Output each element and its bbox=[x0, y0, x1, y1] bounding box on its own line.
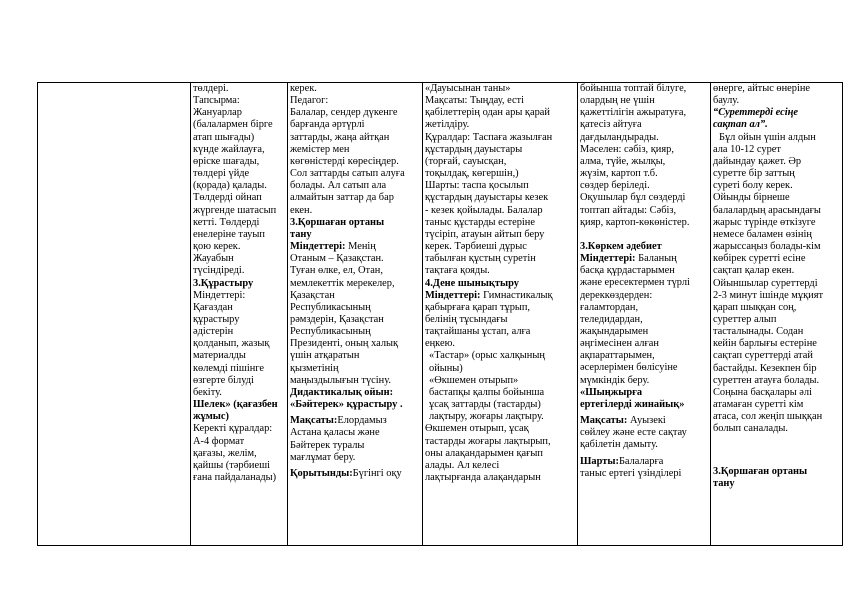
text-line: Президенті, оның халық bbox=[290, 338, 399, 350]
text-line: Туған өлке, ел, Отан, bbox=[290, 265, 383, 277]
text-line: Құралдар: Таспаға жазылған bbox=[425, 131, 553, 143]
text-line: қабілеттерің одан ары қарай bbox=[425, 107, 550, 119]
text-line: көгөністерді көресіңдер. bbox=[290, 155, 399, 167]
text-line: Мақсаты: Тыңдау, есті bbox=[425, 95, 524, 107]
label-bold: Мақсаты: bbox=[290, 415, 338, 427]
text-line bbox=[290, 468, 420, 480]
text-line: құрастыру bbox=[193, 313, 240, 325]
text-line: тоқылдақ, көгершін,) bbox=[425, 168, 519, 180]
text-line: әдістерін bbox=[193, 326, 234, 338]
text-line: Отаным – Қазақстан. bbox=[290, 253, 384, 265]
text-line: ғаламтордан, bbox=[580, 301, 639, 313]
inline-text: Баланың bbox=[638, 253, 677, 265]
text-line: ғана пайдаланады) bbox=[193, 472, 277, 483]
text-line: қабырғаға қарап тұрып, bbox=[425, 301, 531, 313]
text-line: Бұл ойын үшін алдын bbox=[719, 131, 816, 143]
text-line: сақтап суреттерді атай bbox=[713, 350, 813, 362]
text-line: атаса, сол жеңіп шыққан bbox=[713, 411, 823, 423]
text-line: әсерлерімен бөлісуіне bbox=[580, 362, 678, 374]
text-line: немесе баламен өзінің bbox=[713, 228, 812, 240]
inline-text: Ауызекі bbox=[629, 415, 666, 427]
activity-title: «Шыңжырға bbox=[580, 386, 643, 398]
lesson-plan-table bbox=[37, 82, 843, 546]
inline-text: Балаларға bbox=[618, 455, 664, 467]
text-line: Керекті құралдар: bbox=[193, 423, 273, 435]
text-line: белінің тұсындағы bbox=[425, 313, 508, 325]
inline-text: Елордамыз bbox=[337, 415, 387, 427]
text-line: қайшы (тәрбиеші bbox=[193, 459, 270, 471]
text-line: Жануарлар bbox=[193, 107, 242, 119]
text-line: еңкею. bbox=[425, 338, 455, 350]
text-line: Сол заттарды сатып алуға bbox=[290, 168, 405, 180]
text-line: сақтап қалар екен. bbox=[713, 265, 795, 277]
text-line: төлдері. bbox=[193, 83, 229, 94]
text-line: қажеттілігін ажыратуға, bbox=[580, 107, 687, 119]
text-line: Міндеттері: bbox=[193, 289, 246, 301]
inline-text: Гимнастикалық bbox=[483, 289, 553, 301]
text-line: күнде жайлауға, bbox=[193, 143, 265, 155]
text-line: Шарты: таспа қосылып bbox=[425, 180, 529, 192]
text-line: жүргенде шатасып bbox=[193, 204, 277, 216]
text-line bbox=[580, 253, 708, 265]
text-line: түсіріп, атауын айтып беру bbox=[425, 228, 545, 240]
text-line: жақындарымен bbox=[580, 325, 649, 337]
column-cell-5 bbox=[711, 83, 843, 546]
column-cell-2 bbox=[288, 83, 423, 546]
text-line: дағдыландырады. bbox=[580, 131, 659, 143]
text-line: алмайтын заттар да бар bbox=[290, 192, 394, 204]
text-line: материалды bbox=[193, 350, 246, 362]
text-line: Астана қаласы және bbox=[290, 427, 380, 439]
text-line: оны алақандарымен қағып bbox=[425, 447, 543, 459]
text-line: жүзім, картоп т.б. bbox=[580, 168, 658, 180]
text-line: жемістер мен bbox=[290, 143, 350, 155]
text-line: қияр, картоп-көкөністер. bbox=[580, 216, 690, 228]
text-line: жарыс түрінде өткізуге bbox=[713, 216, 816, 228]
text-line: баулу. bbox=[713, 95, 740, 107]
text-line: дереккөздерден: bbox=[580, 289, 653, 301]
text-line bbox=[290, 415, 420, 427]
text-line: Ойыншылар суреттерді bbox=[713, 277, 818, 289]
text-line: Республикасының bbox=[290, 326, 371, 338]
text-line: үшін атқаратын bbox=[290, 350, 360, 362]
text-line: алады. Ал келесі bbox=[425, 459, 500, 471]
text-line: Балалар, сендер дүкенге bbox=[290, 107, 398, 119]
text-line: тақтаға қояды. bbox=[425, 265, 490, 277]
text-line: заттарды, жаңа айтқан bbox=[290, 131, 390, 143]
text-line: болады. Ал сатып ала bbox=[290, 180, 387, 192]
label-bold: Мақсаты: bbox=[580, 415, 628, 427]
text-line: Қазақстан bbox=[290, 289, 335, 301]
label-bold: Шарты: bbox=[580, 455, 619, 467]
text-line: енелеріне тауып bbox=[193, 228, 265, 240]
text-line: басқа құрдастарымен bbox=[580, 265, 675, 277]
text-line: мағлұмат беру. bbox=[290, 451, 356, 463]
text-line: ала 10-12 сурет bbox=[713, 143, 781, 155]
text-line: тақтайшаны ұстап, алға bbox=[425, 326, 531, 338]
section-heading: «Бәйтерек» құрастыру . bbox=[290, 399, 403, 411]
text-line: табылған құстың суретін bbox=[425, 253, 536, 265]
text-line: төлдері үйде bbox=[193, 168, 250, 180]
label-bold: Қорытынды: bbox=[290, 467, 353, 479]
section-heading: тану bbox=[290, 228, 312, 240]
text-line: қою керек. bbox=[193, 241, 241, 253]
text-line: Төлдерді ойнап bbox=[193, 192, 262, 204]
text-line: мемлекеттік мерекелер, bbox=[290, 277, 395, 289]
text-line: өзгерте білуді bbox=[193, 374, 254, 386]
text-line: ойыны) bbox=[429, 362, 463, 374]
game-title: сақтап ал”. bbox=[713, 119, 768, 131]
column-cell-4 bbox=[578, 83, 711, 546]
text-line: лақтырғанда алақандарын bbox=[425, 472, 541, 483]
text-line: - кезек қойылады. Балалар bbox=[425, 204, 543, 216]
activity-title: Шелек» (қағазбен bbox=[193, 399, 278, 411]
text-line: Педагог: bbox=[290, 95, 329, 107]
text-line: кетті. Төлдерді bbox=[193, 216, 260, 228]
text-line: суреттер алып bbox=[713, 313, 777, 325]
activity-title: жұмыс) bbox=[193, 411, 229, 423]
text-line: екен. bbox=[290, 204, 313, 216]
text-line: теледидардан, bbox=[580, 313, 643, 325]
label-bold: Міндеттері: bbox=[580, 253, 636, 265]
label-bold: Міндеттері: bbox=[425, 289, 481, 301]
text-line: ұсақ заттарды (тастарды) bbox=[429, 399, 541, 411]
text-line: көбірек суретті есіне bbox=[713, 253, 806, 265]
text-line: болып саналады. bbox=[713, 423, 788, 435]
text-line: өріске шағады, bbox=[193, 155, 260, 167]
section-heading: тану bbox=[713, 477, 735, 489]
text-line: Мәселен: сәбіз, қияр, bbox=[580, 143, 674, 155]
text-line: суреті болу керек. bbox=[713, 180, 793, 192]
text-line: көлемді пішінге bbox=[193, 362, 265, 374]
text-line: балалардың арасындағы bbox=[713, 204, 821, 216]
text-line: өнерге, айтыс өнеріне bbox=[713, 83, 811, 94]
text-line: алма, түйе, жылқы, bbox=[580, 155, 666, 167]
text-line: Өкшемен отырып, ұсақ bbox=[425, 423, 529, 435]
text-line: қағазы, желім, bbox=[193, 447, 257, 459]
table-row bbox=[38, 83, 843, 546]
text-line: бастайды. Кезекпен бір bbox=[713, 362, 817, 374]
text-line: құстардың дауыстары кезек bbox=[425, 192, 549, 204]
label-bold: Міндеттері: bbox=[290, 241, 346, 253]
text-line: бойынша топтай білуге, bbox=[580, 83, 687, 94]
text-line: қолданып, жазық bbox=[193, 338, 270, 350]
text-line: суретте бір заттың bbox=[713, 168, 795, 180]
text-line: қатесіз айтуға bbox=[580, 119, 642, 131]
text-line: 2-3 минут ішінде мұқият bbox=[713, 289, 824, 301]
text-line: топтап айтады: Сәбіз, bbox=[580, 204, 677, 216]
text-line: сөздер беріледі. bbox=[580, 180, 650, 192]
text-line: керек. Тәрбиеші дұрыс bbox=[425, 241, 527, 253]
text-line: лақтыру, жоғары лақтыру. bbox=[429, 411, 544, 423]
text-line: және ересектермен түрлі bbox=[580, 277, 690, 289]
text-line: бекіту. bbox=[193, 386, 222, 398]
inline-text: Менің bbox=[348, 241, 376, 253]
text-line: Оқушылар бұл сөздерді bbox=[580, 192, 686, 204]
text-line: тастарды жоғары лақтырып, bbox=[425, 435, 551, 447]
column-cell-3 bbox=[423, 83, 578, 546]
text-line: Соңына басқалары әлі bbox=[713, 386, 812, 398]
text-line: жетілдіру. bbox=[425, 119, 470, 131]
text-line: таныс құстарды естеріне bbox=[425, 216, 535, 228]
text-line: барғанда әртүрлі bbox=[290, 119, 365, 131]
game-title: “Суреттерді есіңе bbox=[713, 107, 798, 119]
text-line: таныс ертегі үзінділері bbox=[580, 467, 682, 479]
text-line: (торғай, сауысқан, bbox=[425, 155, 507, 167]
text-line: А-4 формат bbox=[193, 435, 245, 447]
text-line bbox=[580, 415, 708, 427]
text-line: ақпараттарымен, bbox=[580, 350, 655, 362]
activity-title: ертегілерді жинайық» bbox=[580, 398, 685, 410]
text-line: (балалармен бірге bbox=[193, 119, 273, 131]
text-line: сөйлеу және есте сақтау bbox=[580, 427, 687, 439]
text-line: жарыссаңыз болады-кім bbox=[713, 241, 821, 253]
section-heading: 4.Дене шынықтыру bbox=[425, 277, 519, 289]
text-line: түсіндіреді. bbox=[193, 265, 245, 277]
text-line: Тапсырма: bbox=[193, 95, 240, 107]
text-line: құстардың дауыстары bbox=[425, 143, 523, 155]
text-line: атамаған суретті кім bbox=[713, 399, 804, 411]
text-line: Бәйтерек туралы bbox=[290, 439, 365, 451]
text-line: Қағаздан bbox=[193, 301, 233, 313]
text-line: қарап шыққан соң, bbox=[713, 301, 797, 313]
text-line: әңгімесінен алған bbox=[580, 338, 659, 350]
inline-text: Бүгінгі оқу bbox=[352, 467, 402, 479]
section-heading: Дидактикалық ойын: bbox=[290, 386, 394, 398]
text-line: бастапқы қалпы бойынша bbox=[429, 386, 545, 398]
text-line: тасталынады. Содан bbox=[713, 326, 804, 338]
text-line bbox=[580, 456, 708, 468]
text-line: олардың не үшін bbox=[580, 95, 655, 107]
text-line: дайындау қажет. Әр bbox=[713, 155, 802, 167]
text-line bbox=[425, 290, 575, 302]
text-line: Республикасының bbox=[290, 301, 371, 313]
text-line: «Дауысынан таны» bbox=[425, 83, 511, 94]
text-line: мүмкіндік беру. bbox=[580, 374, 650, 386]
section-heading: 3.Қоршаған ортаны bbox=[290, 216, 385, 228]
text-line: Ойынды бірнеше bbox=[713, 192, 790, 204]
text-line: «Өкшемен отырып» bbox=[429, 374, 519, 386]
empty-cell bbox=[38, 83, 191, 546]
text-line: «Тастар» (орыс халқының bbox=[429, 350, 545, 362]
section-heading: 3.Қоршаған ортаны bbox=[713, 465, 808, 477]
text-line bbox=[290, 241, 420, 253]
text-line: кейін барлығы естеріне bbox=[713, 338, 817, 350]
text-line: Жауабын bbox=[193, 253, 234, 265]
text-line: суреттен атауға болады. bbox=[713, 374, 820, 386]
text-line: қабілетін дамыту. bbox=[580, 439, 658, 451]
text-line: атап шығады) bbox=[193, 131, 255, 143]
text-line: қызметінің bbox=[290, 362, 339, 374]
section-heading: 3.Құрастыру bbox=[193, 277, 254, 289]
text-line: маңыздылығын түсіну. bbox=[290, 374, 391, 386]
text-line: рәмздерін, Қазақстан bbox=[290, 313, 384, 325]
text-line: керек. bbox=[290, 83, 317, 94]
section-heading: 3.Көркем әдебиет bbox=[580, 240, 662, 252]
text-line: (қорада) қалады. bbox=[193, 180, 267, 192]
column-cell-1 bbox=[191, 83, 288, 546]
